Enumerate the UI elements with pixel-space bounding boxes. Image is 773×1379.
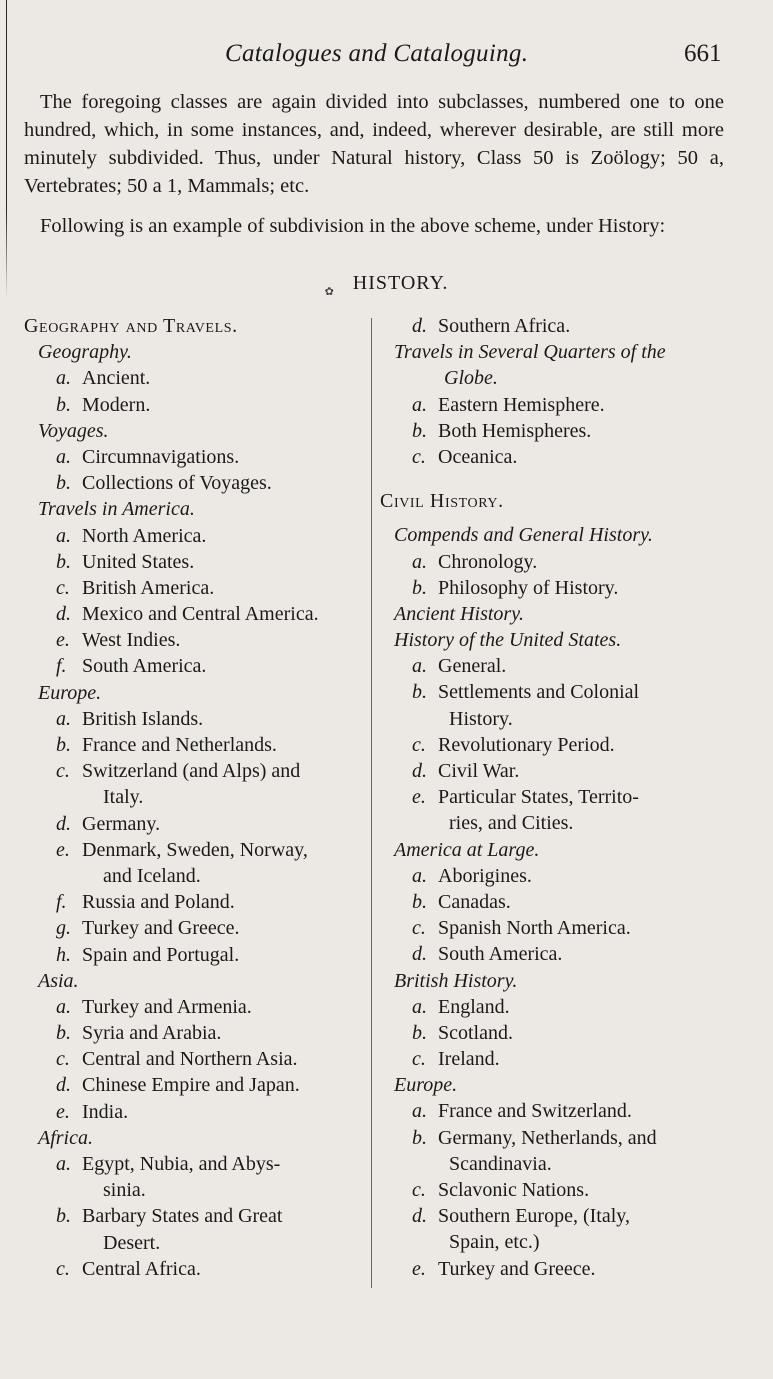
subheading-united-states: History of the United States. bbox=[394, 629, 622, 652]
item-text: Mexico and Central America. bbox=[82, 603, 319, 626]
subheading-asia: Asia. bbox=[38, 969, 79, 992]
item-letter: b. bbox=[412, 1021, 427, 1044]
left-column bbox=[24, 313, 362, 1282]
item-text: Germany. bbox=[82, 812, 161, 835]
item-text: Ireland. bbox=[438, 1048, 500, 1071]
column-divider bbox=[371, 318, 372, 1288]
item-letter: a. bbox=[412, 550, 427, 573]
item-text: Denmark, Sweden, Norway, bbox=[82, 838, 308, 861]
item-letter: a. bbox=[56, 707, 71, 730]
item-text: Both Hemispheres. bbox=[438, 419, 592, 442]
item-letter: e. bbox=[56, 629, 70, 652]
item-letter: a. bbox=[412, 995, 427, 1018]
item-text: West Indies. bbox=[82, 629, 181, 652]
item-continuation: Scandinavia. bbox=[449, 1152, 552, 1175]
item-text: British Islands. bbox=[82, 707, 204, 730]
list-item bbox=[380, 784, 726, 810]
item-text: France and Netherlands. bbox=[82, 734, 277, 756]
list-item bbox=[24, 444, 362, 470]
list-item bbox=[380, 1020, 726, 1046]
item-letter: d. bbox=[56, 1074, 71, 1097]
item-text: France and Switzerland. bbox=[438, 1100, 632, 1123]
list-item bbox=[380, 575, 726, 601]
list-item bbox=[380, 1046, 726, 1072]
item-letter: c. bbox=[56, 1048, 70, 1071]
item-text: Chinese Empire and Japan. bbox=[82, 1074, 300, 1097]
subheading-travels-america: Travels in America. bbox=[38, 498, 195, 521]
subheading-voyages: Voyages. bbox=[38, 419, 109, 442]
item-text: United States. bbox=[82, 550, 195, 573]
list-item bbox=[24, 392, 362, 418]
item-letter: b. bbox=[56, 472, 71, 495]
item-text: Spain and Portugal. bbox=[82, 943, 240, 966]
item-letter: b. bbox=[56, 393, 71, 416]
list-item bbox=[24, 915, 362, 941]
list-item bbox=[380, 889, 726, 915]
item-text: Particular States, Territo- bbox=[438, 786, 639, 809]
spacer bbox=[380, 514, 726, 522]
list-item bbox=[380, 941, 726, 967]
list-item bbox=[380, 392, 726, 418]
section-title bbox=[0, 272, 773, 298]
list-item bbox=[24, 1072, 362, 1098]
list-item bbox=[24, 653, 362, 679]
list-item bbox=[380, 679, 726, 705]
list-item bbox=[24, 1203, 362, 1229]
item-text: North America. bbox=[82, 524, 207, 547]
item-text: Philosophy of History. bbox=[438, 576, 619, 599]
item-letter: d. bbox=[412, 1205, 427, 1228]
list-item bbox=[380, 549, 726, 575]
item-letter: e. bbox=[412, 786, 426, 809]
list-item bbox=[380, 418, 726, 444]
item-text: India. bbox=[82, 1100, 129, 1123]
item-text: Ancient. bbox=[82, 367, 151, 390]
list-item bbox=[24, 758, 362, 784]
item-text: Oceanica. bbox=[438, 445, 518, 468]
item-text: Sclavonic Nations. bbox=[438, 1179, 590, 1201]
item-continuation: Spain, etc.) bbox=[449, 1231, 540, 1254]
item-text: Canadas. bbox=[438, 890, 511, 913]
subheading-continuation: Globe. bbox=[444, 367, 498, 390]
list-item bbox=[380, 915, 726, 941]
list-item bbox=[24, 549, 362, 575]
list-item bbox=[24, 627, 362, 653]
item-letter: c. bbox=[412, 917, 426, 940]
item-text: Civil War. bbox=[438, 760, 520, 782]
subheading-british-history: British History. bbox=[394, 969, 518, 992]
item-letter: h. bbox=[56, 943, 71, 966]
item-letter: d. bbox=[56, 603, 71, 626]
page-number: 661 bbox=[684, 40, 722, 67]
item-text: Southern Africa. bbox=[438, 315, 571, 337]
list-item bbox=[24, 1256, 362, 1282]
item-text: Barbary States and Great bbox=[82, 1205, 283, 1228]
list-item bbox=[380, 758, 726, 784]
item-letter: b. bbox=[56, 1022, 71, 1045]
item-text: Egypt, Nubia, and Abys- bbox=[82, 1153, 281, 1175]
list-item bbox=[24, 1099, 362, 1125]
list-item bbox=[24, 994, 362, 1020]
list-item bbox=[24, 523, 362, 549]
item-text: Settlements and Colonial bbox=[438, 681, 640, 704]
list-item bbox=[24, 942, 362, 968]
item-text: Eastern Hemisphere. bbox=[438, 393, 605, 416]
item-text: Syria and Arabia. bbox=[82, 1022, 222, 1045]
item-continuation: Italy. bbox=[103, 786, 144, 809]
item-text: Central Africa. bbox=[82, 1257, 201, 1280]
item-letter: e. bbox=[56, 838, 70, 861]
list-item bbox=[380, 444, 726, 470]
subheading-ancient-history: Ancient History. bbox=[394, 602, 524, 625]
item-letter: a. bbox=[412, 393, 427, 416]
intro-text bbox=[24, 88, 724, 240]
item-text: Spanish North America. bbox=[438, 917, 631, 940]
item-text: Turkey and Greece. bbox=[438, 1257, 596, 1280]
item-text: Southern Europe, (Italy, bbox=[438, 1205, 630, 1228]
item-letter: a. bbox=[56, 995, 71, 1018]
item-text: South America. bbox=[82, 655, 207, 678]
list-item bbox=[380, 653, 726, 679]
running-title: Catalogues and Cataloguing. bbox=[225, 40, 529, 67]
subheading-africa: Africa. bbox=[38, 1126, 93, 1149]
item-text: Revolutionary Period. bbox=[438, 733, 615, 756]
item-continuation: and Iceland. bbox=[103, 864, 201, 887]
list-item bbox=[380, 313, 726, 339]
item-letter: e. bbox=[56, 1100, 70, 1123]
item-letter: b. bbox=[412, 890, 427, 913]
subheading-europe: Europe. bbox=[38, 681, 102, 704]
item-text: Chronology. bbox=[438, 550, 538, 573]
list-item bbox=[24, 889, 362, 915]
item-letter: c. bbox=[412, 445, 426, 468]
item-letter: b. bbox=[56, 734, 71, 756]
item-letter: a. bbox=[56, 524, 71, 547]
main-heading-civil-history: Civil History. bbox=[380, 490, 504, 513]
list-item bbox=[380, 1098, 726, 1124]
item-text: Russia and Poland. bbox=[82, 891, 235, 914]
item-letter: c. bbox=[412, 733, 426, 756]
list-item bbox=[380, 863, 726, 889]
item-text: Circumnavigations. bbox=[82, 445, 240, 468]
list-item bbox=[380, 1203, 726, 1229]
list-item bbox=[380, 732, 726, 758]
item-text: South America. bbox=[438, 943, 563, 966]
subheading-geography: Geography. bbox=[38, 341, 132, 364]
list-item bbox=[24, 732, 362, 758]
item-letter: c. bbox=[56, 576, 70, 599]
item-text: Scotland. bbox=[438, 1021, 513, 1044]
item-continuation: Desert. bbox=[103, 1231, 161, 1254]
item-letter: a. bbox=[412, 864, 427, 887]
item-text: Switzerland (and Alps) and bbox=[82, 760, 301, 783]
item-continuation: History. bbox=[449, 707, 513, 730]
item-letter: a. bbox=[56, 367, 71, 390]
item-letter: d. bbox=[412, 943, 427, 966]
item-text: Modern. bbox=[82, 393, 151, 416]
item-letter: f. bbox=[56, 655, 67, 678]
list-item bbox=[24, 837, 362, 863]
item-letter: e. bbox=[412, 1257, 426, 1280]
list-item bbox=[380, 1177, 726, 1203]
item-letter: c. bbox=[412, 1179, 426, 1201]
item-letter: c. bbox=[412, 1048, 426, 1071]
list-item bbox=[24, 365, 362, 391]
item-letter: a. bbox=[56, 445, 71, 468]
item-text: Germany, Netherlands, and bbox=[438, 1126, 657, 1149]
item-letter: f. bbox=[56, 891, 67, 914]
item-letter: a. bbox=[56, 1153, 71, 1175]
item-letter: g. bbox=[56, 917, 71, 940]
item-letter: b. bbox=[412, 419, 427, 442]
item-letter: c. bbox=[56, 1257, 70, 1280]
section-title-text: HISTORY. bbox=[352, 272, 449, 294]
subheading-compends: Compends and General History. bbox=[394, 524, 653, 547]
item-text: British America. bbox=[82, 576, 215, 599]
item-text: England. bbox=[438, 995, 510, 1018]
list-item bbox=[380, 1256, 726, 1282]
item-letter: d. bbox=[56, 812, 71, 835]
list-item bbox=[24, 811, 362, 837]
subheading-europe-civil: Europe. bbox=[394, 1074, 458, 1097]
item-letter: b. bbox=[412, 576, 427, 599]
intro-paragraph-1: The foregoing classes are again divided into subclasses, numbered one to one hundred, which, in some instances, and, indeed, wherever desirable, are still more minutely subdivided. Thus, under Natural history, Class 50 is Zoölogy; 50 a, Vertebrates; 50 a 1, Mammals; etc. bbox=[24, 91, 724, 197]
item-letter: d. bbox=[412, 315, 427, 337]
list-item bbox=[24, 470, 362, 496]
list-item bbox=[24, 1046, 362, 1072]
item-letter: d. bbox=[412, 760, 427, 782]
intro-paragraph-2: Following is an example of subdivision in the above scheme, under History: bbox=[40, 215, 666, 237]
list-item bbox=[24, 575, 362, 601]
item-text: Aborigines. bbox=[438, 864, 532, 887]
subheading-travels-several: Travels in Several Quarters of the bbox=[394, 341, 666, 364]
item-letter: a. bbox=[412, 1100, 427, 1123]
list-item bbox=[24, 601, 362, 627]
main-heading-geography-travels: Geography and Travels. bbox=[24, 315, 238, 337]
item-letter: b. bbox=[56, 550, 71, 573]
list-item bbox=[24, 706, 362, 732]
item-letter: b. bbox=[412, 681, 427, 704]
item-letter: c. bbox=[56, 760, 70, 783]
item-text: Turkey and Greece. bbox=[82, 917, 240, 940]
subheading-america-large: America at Large. bbox=[394, 838, 540, 861]
item-letter: b. bbox=[412, 1126, 427, 1149]
ornament-icon: ✿ bbox=[324, 286, 335, 298]
item-letter: b. bbox=[56, 1205, 71, 1228]
item-text: Central and Northern Asia. bbox=[82, 1048, 298, 1071]
list-item bbox=[380, 994, 726, 1020]
spacer bbox=[380, 470, 726, 488]
item-text: Collections of Voyages. bbox=[82, 472, 272, 495]
item-continuation: sinia. bbox=[103, 1179, 146, 1202]
list-item bbox=[24, 1020, 362, 1046]
item-text: Turkey and Armenia. bbox=[82, 995, 252, 1018]
page-header bbox=[0, 40, 773, 80]
list-item bbox=[24, 1151, 362, 1177]
list-item bbox=[380, 1125, 726, 1151]
item-continuation: ries, and Cities. bbox=[449, 812, 574, 835]
right-column bbox=[380, 313, 726, 1282]
item-letter: a. bbox=[412, 655, 427, 678]
item-text: General. bbox=[438, 655, 507, 678]
